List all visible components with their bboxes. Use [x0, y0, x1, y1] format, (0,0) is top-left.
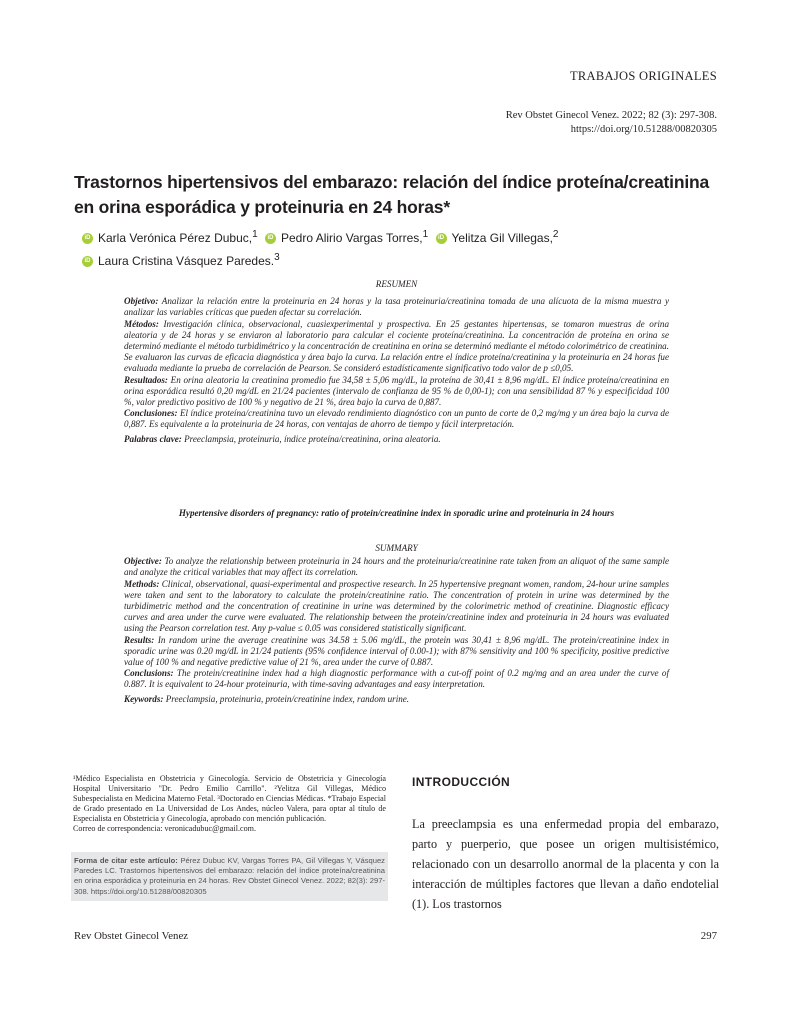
author-1[interactable] — [78, 231, 258, 245]
author-affiliation-mark: 3 — [274, 252, 280, 263]
page-number: 297 — [700, 930, 717, 942]
orcid-icon[interactable]: iD — [265, 233, 276, 244]
citation-text: Pérez Dubuc KV, Vargas Torres PA, Gil Villegas Y, Vásquez Paredes LC. Trastornos hipertensivos del embarazo: relación del índice proteína/creatinina en orina esporádica y proteinuria en 24 horas. Rev Obstet Ginecol Venez. 2022; 82(3): 297-308. https://doi.org/10.51288/00820305 — [74, 856, 385, 896]
orcid-icon[interactable]: iD — [82, 233, 93, 244]
author-affiliation-mark: 1 — [422, 229, 429, 240]
author-affiliation-mark: 2 — [552, 229, 559, 240]
author-name: Laura Cristina Vásquez Paredes. — [98, 254, 275, 268]
journal-reference: Rev Obstet Ginecol Venez. 2022; 82 (3): 297-308. — [505, 110, 717, 121]
section-label: TRABAJOS ORIGINALES — [569, 69, 717, 83]
author-4[interactable] — [78, 254, 280, 268]
author-name: Karla Verónica Pérez Dubuc, — [98, 231, 253, 245]
resumen-conclusiones: Conclusiones: El índice proteína/creatinina tuvo un elevado rendimiento diagnóstico con un punto de corte de 0,2 mg/mg y un área bajo la curva de 0,887. Es equivalente a la proteinuria de 24 horas, con ventajas de ahorro de tiempo y fácil interpretación. — [124, 408, 669, 430]
introduction-heading: INTRODUCCIÓN — [412, 775, 511, 789]
author-2[interactable] — [261, 231, 428, 245]
footer-journal: Rev Obstet Ginecol Venez — [74, 930, 189, 942]
summary-methods: Methods: Clinical, observational, quasi-experimental and prospective research. In 25 hypertensive pregnant women, random, 24-hour urine samples were taken and sent to the laboratory to calculate the protein/creatinine ratio. The concentration of protein in urine was determined by the turbidimetric method and the concentration of creatinine in urine was determined by the colorimetric method of creatinine. Diagnostic efficacy curves and area under the curve were evaluated. The relationship between the protein/creatinine index and proteinuria in 24 hours was evaluated using the Pearson correlation test. Any p-value ≤ 0.05 was considered statistically significant. — [124, 578, 669, 634]
author-name: Yelitza Gil Villegas, — [451, 231, 553, 245]
summary-objective: Objective: To analyze the relationship between proteinuria in 24 hours and the proteinuria/creatinine rate taken from an aliquot of the same sample and analyze the critical variables that may affect its correlation. — [124, 556, 670, 578]
orcid-icon[interactable]: iD — [436, 233, 447, 244]
resumen-palabras-clave: Palabras clave: Preeclampsia, proteinuria, índice proteína/creatinina, orina aleatoria. — [124, 433, 441, 444]
introduction-body: La preeclampsia es una enfermedad propia del embarazo, parto y puerperio, que posee un origen multisistémico, relacionado con un desarrollo anormal de la placenta y con la interacción de múltiples factores que llevan a daño endotelial (1). Los trastornos — [412, 817, 719, 911]
resumen-heading: RESUMEN — [375, 279, 418, 289]
resumen-resultados: Resultados: En orina aleatoria la creatinina promedio fue 34,58 ± 5,06 mg/dL, la proteína de 30,41 ± 8,96 mg/dL. El índice proteína/creatinina en orina esporádica resultó 0,20 mg/dL en 21/24 pacientes (intervalo de confianza de 95 % de 0,00-1); con una sensibilidad 87 % y especificidad 100 %, valor predictivo positivo de 100 % y negativo de 21 %, área bajo la curva de 0,887. — [124, 374, 669, 408]
resumen — [124, 279, 669, 445]
footnotes — [73, 774, 386, 835]
summary-keywords: Keywords: Preeclampsia, proteinuria, protein/creatinine index, random urine. — [124, 693, 410, 704]
english-title: Hypertensive disorders of pregnancy: ratio of protein/creatinine index in sporadic urine and proteinuria in 24 hours — [178, 508, 615, 518]
citation-label: Forma de citar este artículo: — [74, 856, 178, 865]
summary — [124, 543, 669, 705]
summary-heading: SUMMARY — [375, 543, 418, 553]
affiliations: ¹Médico Especialista en Obstetricia y Ginecología. Servicio de Obstetricia y Ginecología Hospital Universitario "Dr. Pedro Emilio Carrillo". ²Yelitza Gil Villegas, Médico Subespecialista en Medicina Materno Fetal. ³Doctorado en Ciencias Médicas. *Trabajo Especial de Grado presentado en La Universidad de Los Andes, núcleo Valera, para optar al título de Especialista en Obstetricia y Ginecología, aprobado con mención publicación. — [73, 774, 386, 824]
article-title: Trastornos hipertensivos del embarazo: relación del índice proteína/creatinina en orina esporádica y proteinuria en 24 horas* — [74, 172, 710, 217]
author-3[interactable] — [432, 231, 559, 245]
resumen-metodos: Métodos: Investigación clínica, observacional, cuasiexperimental y prospectiva. En 25 gestantes hipertensas, se tomaron muestras de orina aleatoria y de 24 horas y se enviaron al laboratorio para calcular el cociente proteína/creatinina. La concentración de proteína en orina se determinó mediante el método turbidimétrico y la concentración de creatinina en orina se determinó mediante el método colorimétrico de creatinina. Se evaluaron las curvas de eficacia diagnóstica y área bajo la curva. La relación entre el índice proteína/creatinina y la proteinuria en 24 horas fue evaluada mediante la prueba de correlación de Pearson. Se consideró estadísticamente significativo todo valor de p ≤0,05. — [124, 318, 669, 374]
summary-conclusions: Conclusions: The protein/creatinine index had a high diagnostic performance with a cut-off point of 0.2 mg/mg and an area under the curve of 0.887. It is equivalent to 24-hour proteinuria, with time-saving advantages and easy interpretation. — [124, 668, 669, 690]
author-list — [78, 225, 728, 271]
summary-results: Results: In random urine the average creatinine was 34.58 ± 5.06 mg/dL, the protein was 30,41 ± 8,96 mg/dL. The protein/creatinine index in sporadic urine was 0.20 mg/dL in 21/24 patients (95% confidence interval of 0.00-1); with 87% sensitivity and 100 % specificity, positive predictive value of 100 % and negative predictive value of 21 %, area under the curve of 0.887. — [124, 634, 669, 668]
correspondence[interactable]: Correo de correspondencia: veronicadubuc@gmail.com. — [73, 824, 256, 834]
journal-citation — [380, 109, 717, 137]
doi-link[interactable]: https://doi.org/10.51288/00820305 — [570, 124, 717, 135]
citation-box — [71, 852, 388, 901]
orcid-icon[interactable]: iD — [82, 256, 93, 267]
author-affiliation-mark: 1 — [252, 229, 258, 240]
author-name: Pedro Alirio Vargas Torres, — [281, 231, 423, 245]
resumen-objetivo: Objetivo: Analizar la relación entre la proteinuria en 24 horas y la tasa proteinuria/creatinina tomada de una alícuota de la misma muestra y analizar las variables críticas que pueden afectar su correlación. — [124, 296, 670, 318]
